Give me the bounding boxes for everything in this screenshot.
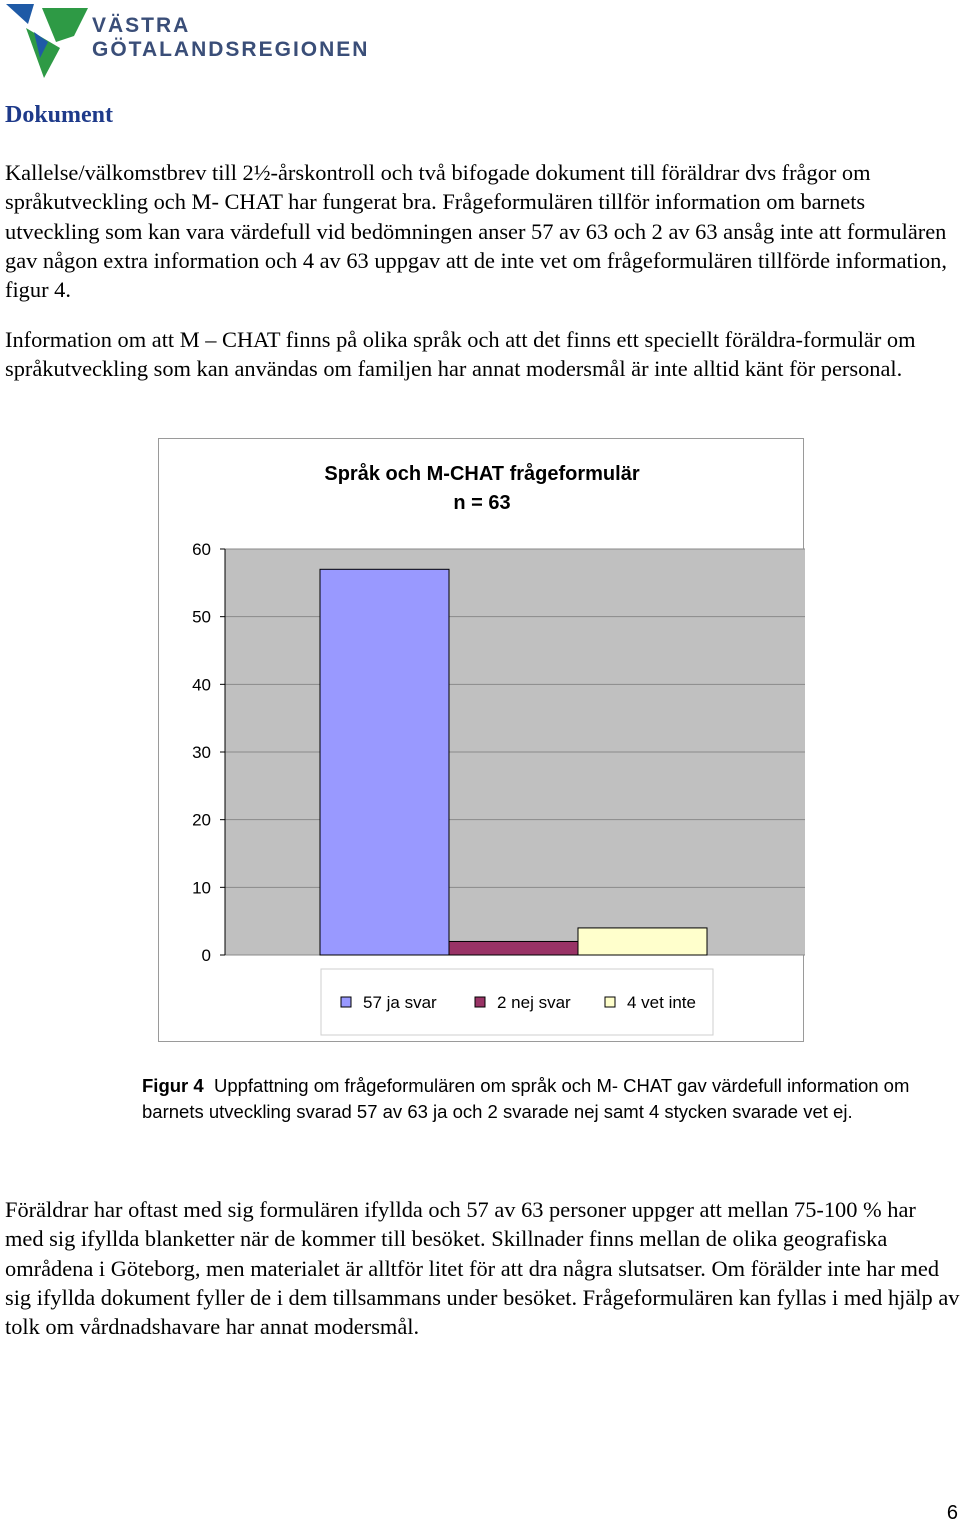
bar (320, 569, 449, 955)
logo-line-2: GÖTALANDSREGIONEN (92, 38, 370, 61)
y-tick-label: 0 (201, 946, 211, 965)
caption-text: Uppfattning om frågeformulären om språk och M- CHAT gav värdefull information om barnets utveckling svarad 57 av 63 ja och 2 svarade nej samt 4 stycken svarade vet ej. (142, 1075, 910, 1122)
y-tick-label: 30 (192, 743, 211, 762)
bar (449, 941, 578, 955)
paragraph-3: Föräldrar har oftast med sig formulären ifyllda och 57 av 63 personer uppger att mellan 75-100 % har med sig ifyllda blanketter när de kommer till besöket. Skillnader finns mellan de olika geografiska områdena i Göteborg, men materialet är alltför litet för att dra några slutsatser. Om förälder inte har med sig ifyllda dokument fyller de i dem tillsammans under besöket. Frågeformulären kan fyllas i med hjälp av tolk om vårdnadshavare har annat modersmål. (5, 1197, 960, 1340)
paragraph-2: Information om att M – CHAT finns på olika språk och att det finns ett speciellt föräldra-formulär om språkutveckling som kan användas om familjen har annat modersmål är inte alltid känt för personal. (5, 327, 916, 382)
y-tick-label: 60 (192, 540, 211, 559)
legend-label: 2 nej svar (497, 993, 571, 1012)
chart-container (158, 438, 804, 1042)
figure-caption (142, 1073, 960, 1125)
chart-title: Språk och M-CHAT frågeformulär (324, 463, 640, 485)
legend-swatch (475, 997, 485, 1007)
section-heading: Dokument (5, 102, 114, 128)
page-number: 6 (946, 1502, 958, 1524)
logo-line-1: VÄSTRA (92, 14, 191, 37)
vgr-logo-wordmark (92, 14, 369, 62)
y-tick-label: 10 (192, 878, 211, 898)
caption-label: Figur 4 (142, 1075, 204, 1096)
legend-swatch (605, 997, 615, 1007)
y-tick-label: 50 (192, 607, 211, 627)
vgr-logo (4, 2, 370, 80)
legend-label: 4 vet inte (627, 993, 696, 1012)
vgr-logo-icon (4, 2, 90, 80)
chart-subtitle: n = 63 (453, 492, 511, 514)
bar-chart (159, 439, 805, 1043)
y-tick-label: 40 (192, 675, 211, 695)
y-tick-label: 20 (192, 810, 211, 830)
legend-label: 57 ja svar (363, 993, 437, 1012)
legend-swatch (341, 997, 351, 1007)
bar (578, 928, 707, 955)
paragraph-1: Kallelse/välkomstbrev till 2½-årskontroll och två bifogade dokument till föräldrar dvs frågor om språkutveckling och M- CHAT har fungerat bra. Frågeformulären tillför information om barnets utveckling som kan vara värdefull vid bedömningen anser 57 av 63 och 2 av 63 ansåg inte att formulären gav någon extra information och 4 av 63 uppgav att de inte vet om frågeformulären tillförde information, figur 4. (5, 160, 947, 303)
